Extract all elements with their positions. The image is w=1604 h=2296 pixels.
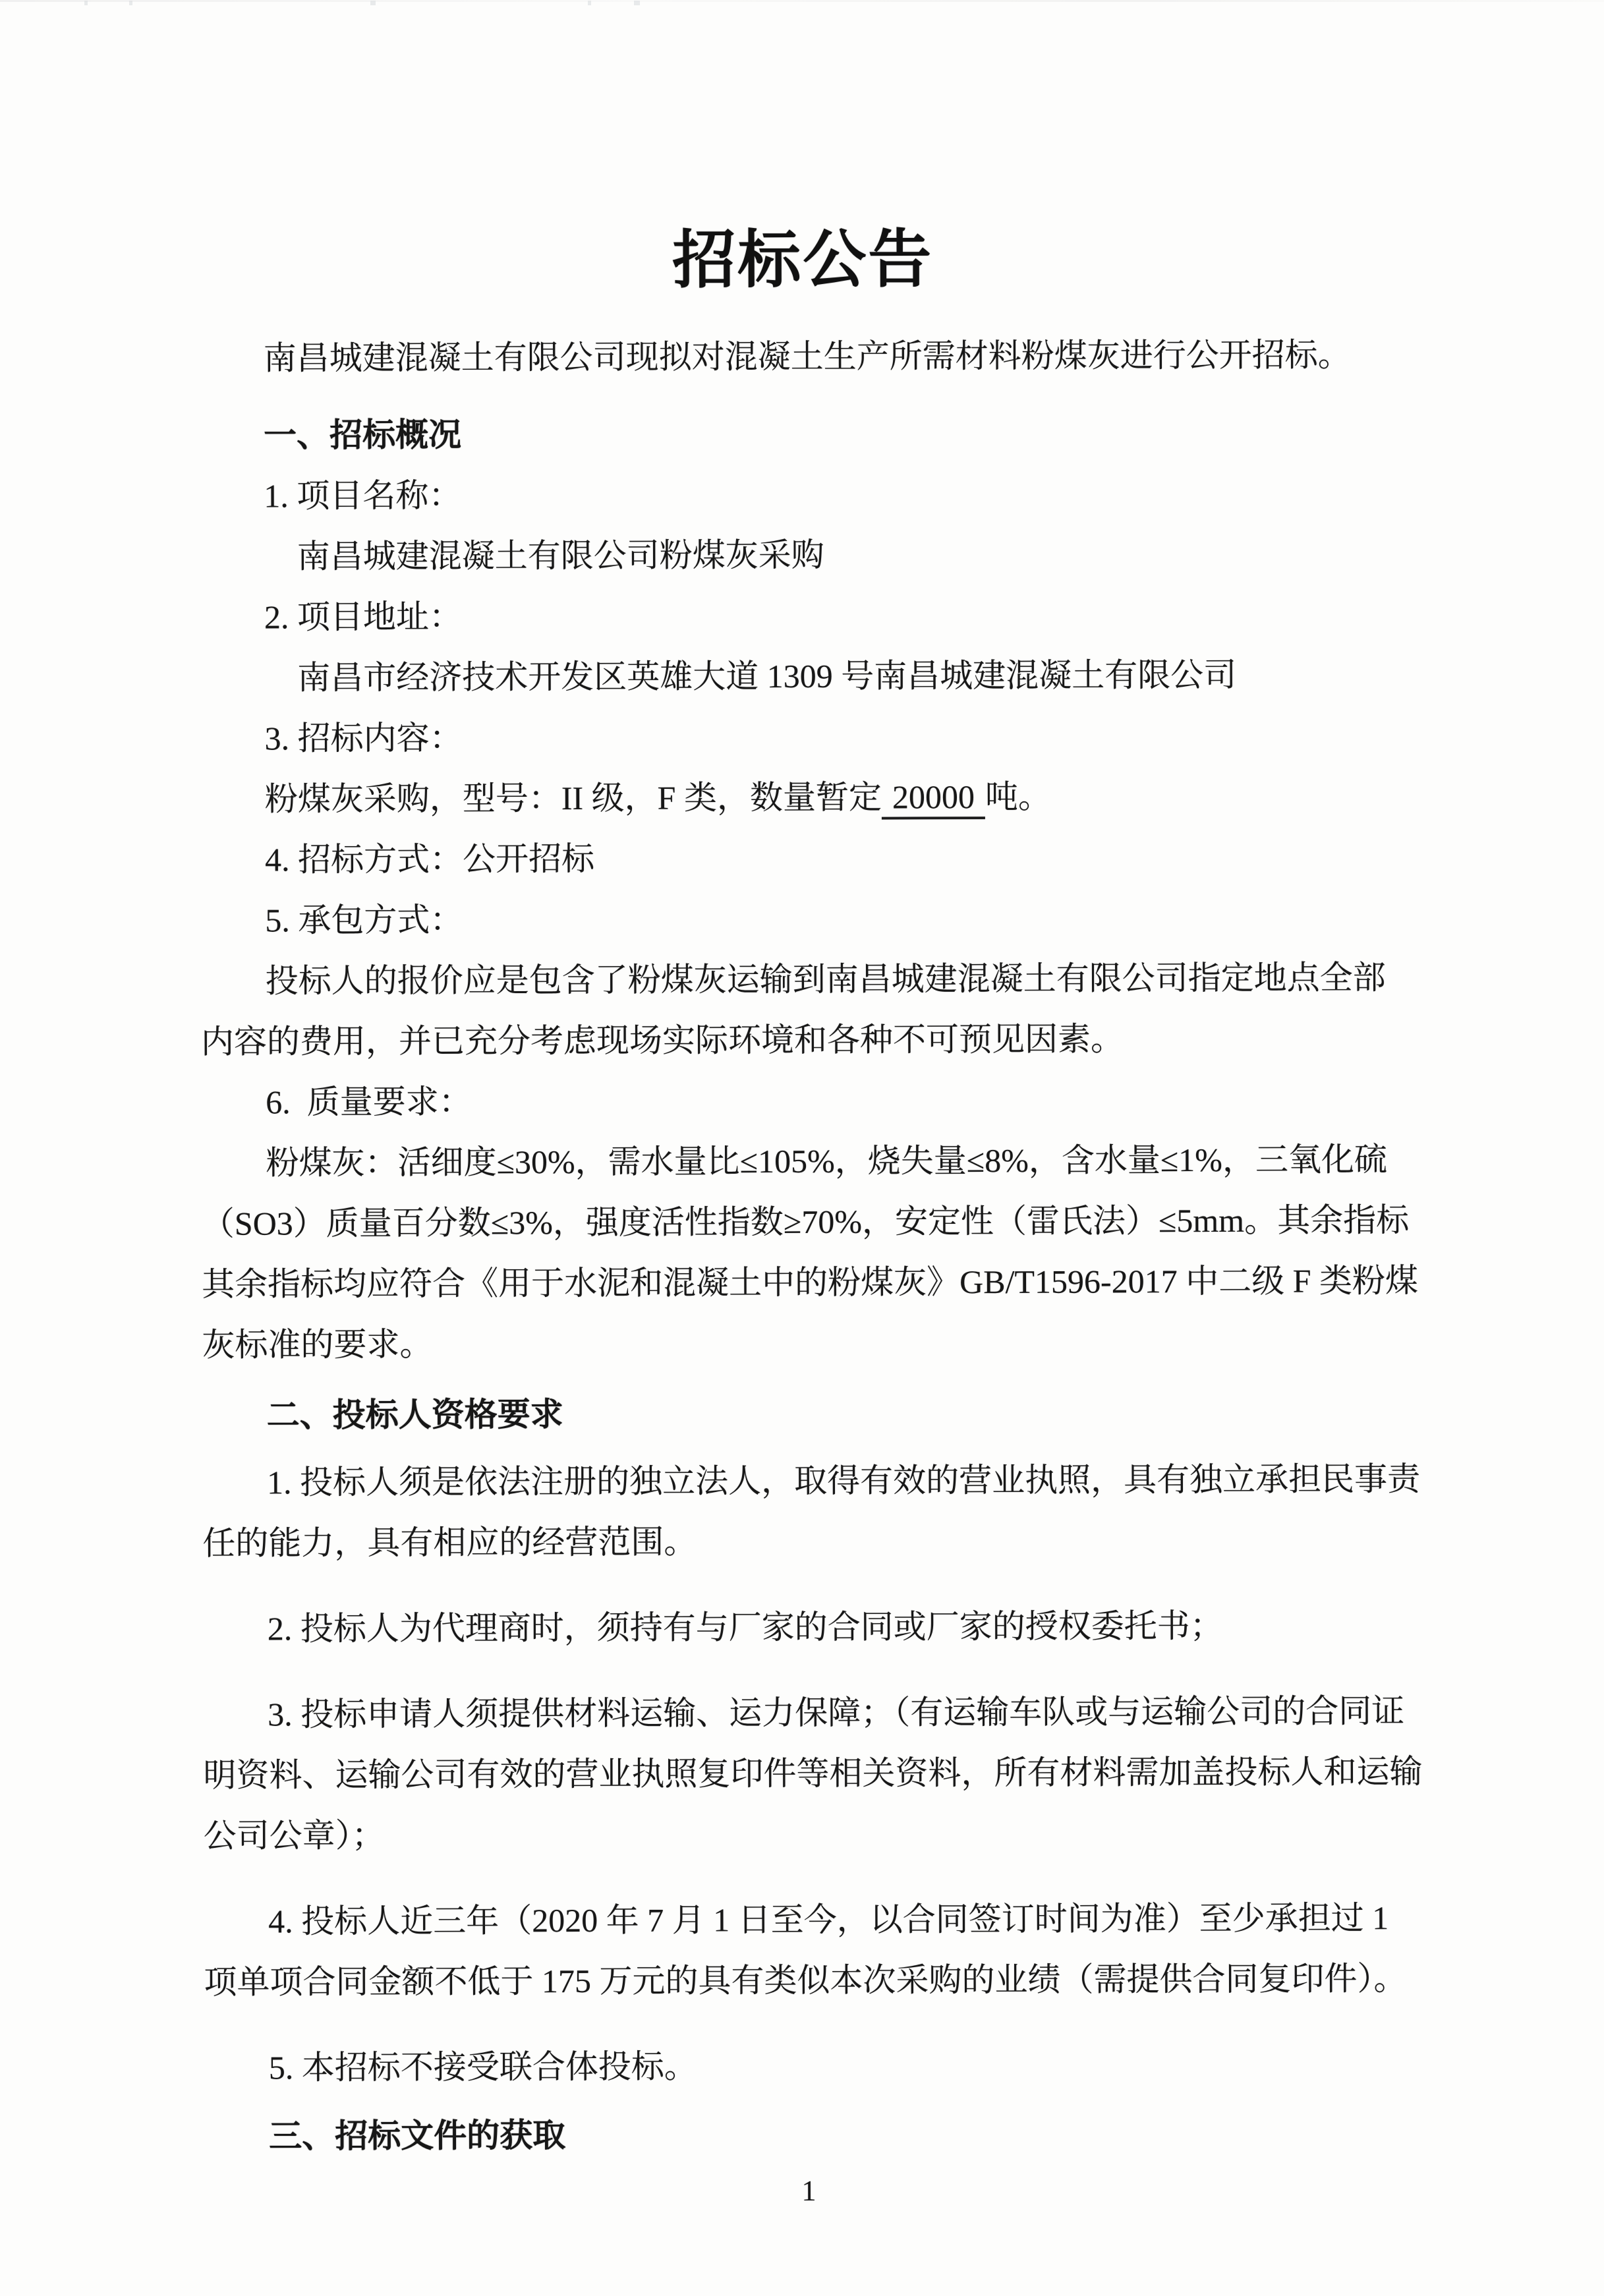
quality-requirement-line3: 其余指标均应符合《用于水泥和混凝土中的粉煤灰》GB/T1596-2017 中二级 F 类粉煤 [202, 1262, 1419, 1303]
section2-heading: 二、投标人资格要求 [266, 1396, 563, 1434]
qualification-item4-line1: 4. 投标人近三年（2020 年 7 月 1 日至今，以合同签订时间为准）至少承担过 1 [268, 1899, 1389, 1940]
qualification-item4-line2: 项单项合同金额不低于 175 万元的具有类似本次采购的业绩（需提供合同复印件）。 [204, 1960, 1407, 2001]
contract-method-line1: 投标人的报价应是包含了粉煤灰运输到南昌城建混凝土有限公司指定地点全部 [265, 959, 1386, 1000]
quality-requirement-label: 6. 质量要求： [266, 1083, 472, 1121]
tender-content-label: 3. 招标内容： [264, 719, 463, 757]
document-title: 招标公告 [672, 224, 934, 296]
quality-requirement-line2: （SO3）质量百分数≤3%，强度活性指数≥70%，安定性（雷氏法）≤5mm。其余指标 [201, 1201, 1410, 1242]
qualification-item3-line1: 3. 投标申请人须提供材料运输、运力保障；（有运输车队或与运输公司的合同证 [268, 1692, 1405, 1733]
tender-method-item: 4. 招标方式：公开招标 [265, 840, 595, 878]
qualification-item2: 2. 投标人为代理商时，须持有与厂家的合同或厂家的授权委托书； [267, 1607, 1223, 1648]
section3-heading: 三、招标文件的获取 [269, 2117, 566, 2155]
project-name-value: 南昌城建混凝土有限公司粉煤灰采购 [297, 536, 824, 575]
qualification-item1-line2: 任的能力，具有相应的经营范围。 [202, 1523, 697, 1562]
page-number: 1 [801, 2174, 816, 2207]
qualification-item3-line3: 公司公章）； [203, 1816, 385, 1854]
tender-content-prefix: 粉煤灰采购，型号：II 级，F 类，数量暂定 [264, 778, 882, 818]
project-name-label: 1. 项目名称： [264, 476, 462, 515]
quality-requirement-line1: 粉煤灰：活细度≤30%，需水量比≤105%，烧失量≤8%，含水量≤1%，三氧化硫 [266, 1141, 1387, 1182]
contract-method-label: 5. 承包方式： [265, 901, 463, 939]
section-tender-overview [1, 401, 1604, 1376]
intro-paragraph: 南昌城建混凝土有限公司现拟对混凝土生产所需材料粉煤灰进行公开招标。 [263, 336, 1351, 377]
contract-method-line2: 内容的费用，并已充分考虑现场实际环境和各种不可预见因素。 [200, 1020, 1124, 1060]
quality-requirement-line4: 灰标准的要求。 [202, 1325, 433, 1363]
section1-heading: 一、招标概况 [263, 416, 462, 454]
section-bidder-qualification [5, 1381, 1604, 2099]
project-address-label: 2. 项目地址： [264, 598, 463, 636]
project-address-value: 南昌市经济技术开发区英雄大道 1309 号南昌城建混凝土有限公司 [297, 656, 1237, 697]
qualification-item1-line1: 1. 投标人须是依法注册的独立法人，取得有效的营业执照，具有独立承担民事责 [266, 1460, 1421, 1501]
qualification-item5: 5. 本招标不接受联合体投标。 [268, 2048, 697, 2086]
qualification-item3-line2: 明资料、运输公司有效的营业执照复印件等相关资料，所有材料需加盖投标人和运输 [203, 1753, 1423, 1794]
tender-quantity-underlined: 20000 [882, 778, 985, 819]
section-document-acquisition [7, 2102, 1604, 2167]
tender-content-suffix: 吨。 [985, 778, 1051, 816]
tender-content-line [265, 764, 1528, 829]
